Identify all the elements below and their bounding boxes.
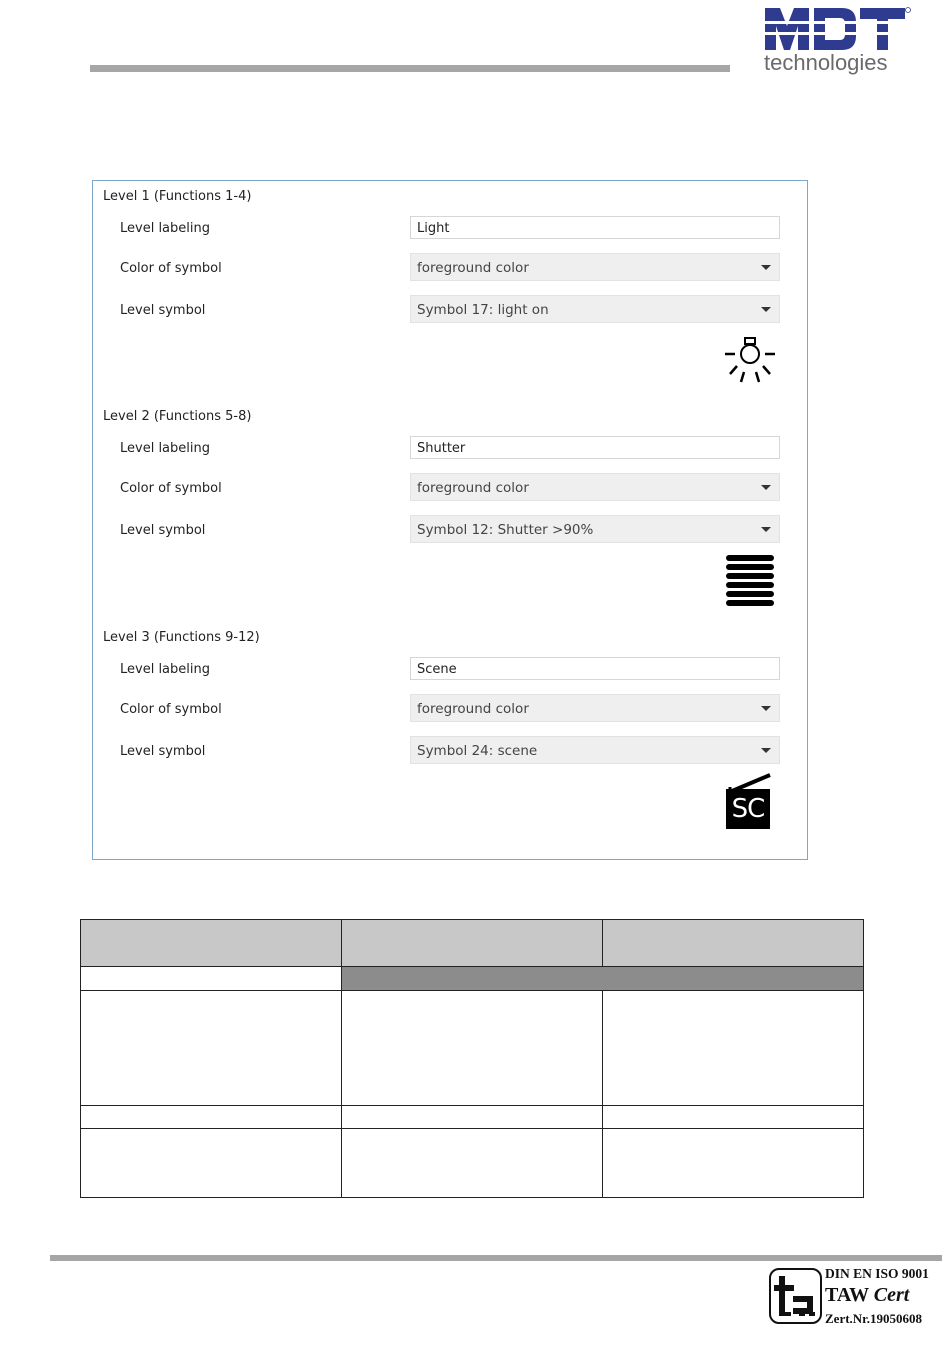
table-cell — [341, 1105, 603, 1129]
brand-subtitle: technologies — [764, 50, 888, 75]
table-cell — [80, 1128, 342, 1198]
level-labeling-input[interactable]: Shutter — [410, 436, 780, 459]
shutter-icon — [725, 553, 775, 609]
level-symbol-dropdown[interactable] — [410, 736, 780, 764]
header-rule — [90, 65, 730, 72]
dropdown-value: foreground color — [417, 260, 529, 276]
footer-rule — [50, 1255, 942, 1261]
cert-body-taw: TAW — [825, 1284, 874, 1306]
level-labeling-input[interactable]: Light — [410, 216, 780, 239]
color-of-symbol-label: Color of symbol — [120, 702, 222, 717]
table-cell — [341, 1128, 603, 1198]
table-cell — [341, 990, 603, 1106]
level-labeling-label: Level labeling — [120, 221, 210, 236]
scene-clapper-icon — [726, 773, 774, 831]
dropdown-value: Symbol 24: scene — [417, 743, 538, 759]
table-cell — [80, 1105, 342, 1129]
level-labeling-input[interactable]: Scene — [410, 657, 780, 680]
chevron-down-icon — [761, 706, 771, 711]
dropdown-value: Symbol 17: light on — [417, 302, 549, 318]
parameter-table — [80, 919, 864, 1198]
table-cell — [602, 1128, 864, 1198]
table-cell — [602, 990, 864, 1106]
dropdown-value: Symbol 12: Shutter >90% — [417, 522, 594, 538]
cert-body-cert: Cert — [873, 1284, 910, 1306]
group-title-level-1: Level 1 (Functions 1-4) — [103, 189, 252, 204]
level-labeling-label: Level labeling — [120, 441, 210, 456]
color-of-symbol-dropdown[interactable] — [410, 473, 780, 501]
taw-cert-logo — [769, 1268, 822, 1324]
table-header-cell — [602, 919, 864, 967]
color-of-symbol-dropdown[interactable] — [410, 253, 780, 281]
settings-panel — [92, 180, 808, 860]
cert-body — [825, 1284, 909, 1307]
scene-label: SC — [726, 789, 770, 829]
group-title-level-3: Level 3 (Functions 9-12) — [103, 630, 260, 645]
cert-body-text — [825, 1284, 909, 1306]
dropdown-value: foreground color — [417, 480, 529, 496]
light-bulb-icon — [721, 334, 781, 386]
level-symbol-dropdown[interactable] — [410, 515, 780, 543]
color-of-symbol-dropdown[interactable] — [410, 694, 780, 722]
table-cell — [602, 1105, 864, 1129]
color-of-symbol-label: Color of symbol — [120, 481, 222, 496]
level-symbol-label: Level symbol — [120, 744, 206, 759]
level-symbol-dropdown[interactable] — [410, 295, 780, 323]
cert-number: Zert.Nr.19050608 — [825, 1311, 923, 1326]
level-labeling-label: Level labeling — [120, 662, 210, 677]
cert-standard: DIN EN ISO 9001 — [825, 1266, 929, 1281]
group-title-level-2: Level 2 (Functions 5-8) — [103, 409, 252, 424]
chevron-down-icon — [761, 748, 771, 753]
table-cell — [80, 966, 342, 991]
chevron-down-icon — [761, 265, 771, 270]
table-header-cell — [80, 919, 342, 967]
table-cell — [80, 990, 342, 1106]
chevron-down-icon — [761, 527, 771, 532]
level-symbol-label: Level symbol — [120, 303, 206, 318]
dropdown-value: foreground color — [417, 701, 529, 717]
table-section-band — [341, 966, 864, 991]
level-symbol-label: Level symbol — [120, 523, 206, 538]
chevron-down-icon — [761, 485, 771, 490]
color-of-symbol-label: Color of symbol — [120, 261, 222, 276]
chevron-down-icon — [761, 307, 771, 312]
table-header-cell — [341, 919, 603, 967]
